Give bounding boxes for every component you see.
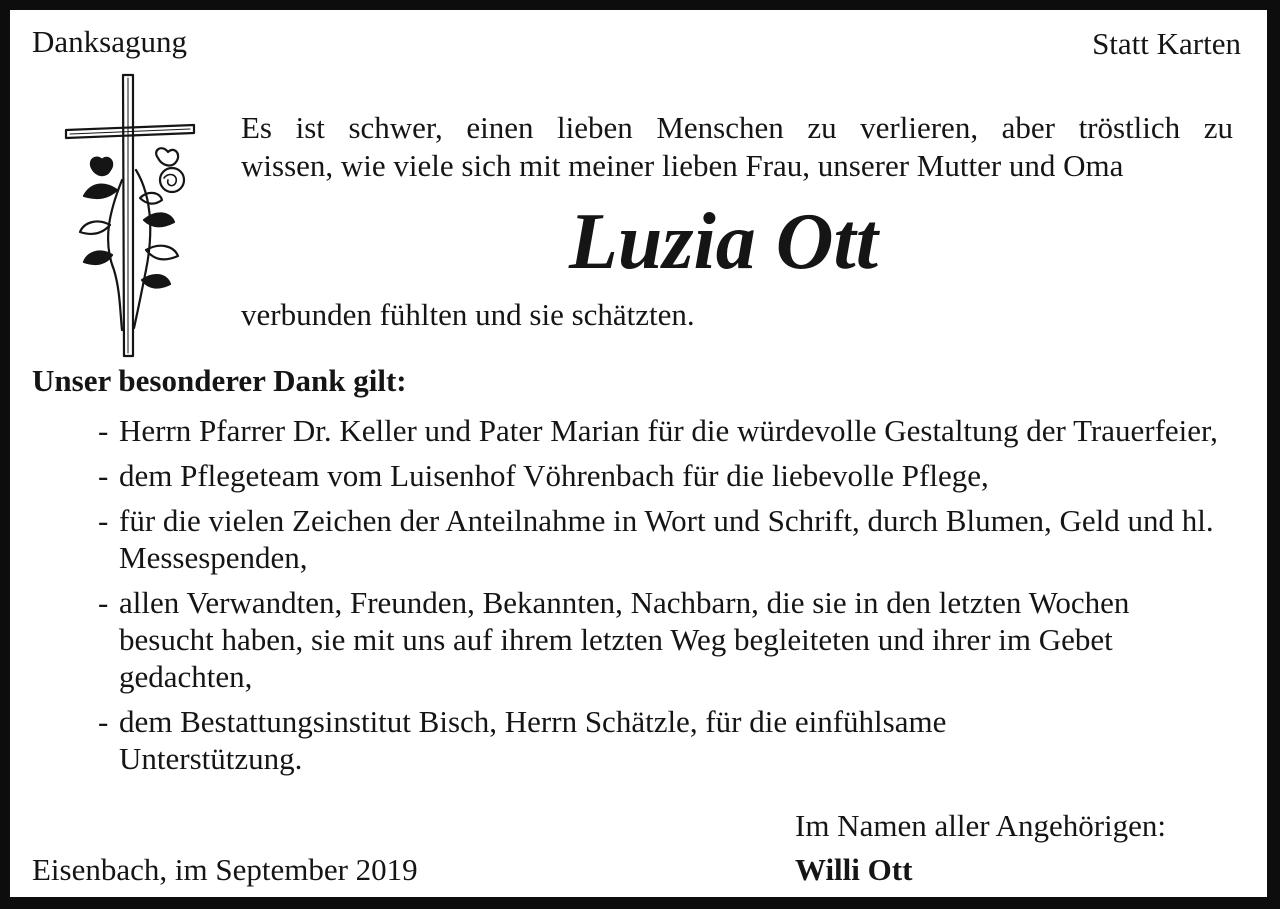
list-dash: - [98, 503, 109, 538]
list-item [98, 703, 1238, 777]
intro-text [241, 109, 1233, 185]
list-item [98, 584, 1238, 695]
header-danksagung: Danksagung [32, 24, 187, 59]
list-item-text: dem Bestattungsinstitut Bisch, Herrn Schätzle, für die einfühlsame Unterstützung. [119, 704, 947, 776]
list-item-text: für die vielen Zeichen der Anteilnahme in Wort und Schrift, durch Blumen, Geld und hl. Messespenden, [119, 503, 1214, 575]
list-dash: - [98, 413, 109, 448]
obituary-notice [10, 10, 1267, 897]
list-item-text: dem Pflegeteam vom Luisenhof Vöhrenbach für die liebevolle Pflege, [119, 458, 989, 493]
list-item [98, 457, 1238, 494]
list-item [98, 412, 1238, 449]
deceased-name: Luzia Ott [569, 198, 878, 286]
list-item-text: Herrn Pfarrer Dr. Keller und Pater Marian für die würdevolle Gestaltung der Trauerfeier, [119, 413, 1218, 448]
list-item [98, 502, 1238, 576]
thanks-list [98, 412, 1238, 785]
list-dash: - [98, 458, 109, 493]
place-date: Eisenbach, im September 2019 [32, 852, 418, 887]
intro-line-1: Es ist schwer, einen lieben Menschen zu verlieren, aber tröstlich zu [241, 110, 1233, 145]
list-dash: - [98, 704, 109, 739]
signature-name: Willi Ott [795, 852, 913, 887]
signature-label: Im Namen aller Angehörigen: [795, 808, 1167, 843]
intro-line-2: wissen, wie viele sich mit meiner lieben Frau, unserer Mutter und Oma [241, 148, 1124, 183]
thanks-heading: Unser besonderer Dank gilt: [32, 363, 407, 398]
header-statt-karten: Statt Karten [1092, 26, 1241, 61]
list-item-text: allen Verwandten, Freunden, Bekannten, Nachbarn, die sie in den letzten Wochen besucht haben, sie mit uns auf ihrem letzten Weg begleiteten und ihrer im Gebet gedachten, [119, 585, 1130, 694]
list-dash: - [98, 585, 109, 620]
intro-end-text: verbunden fühlten und sie schätzten. [241, 297, 695, 332]
